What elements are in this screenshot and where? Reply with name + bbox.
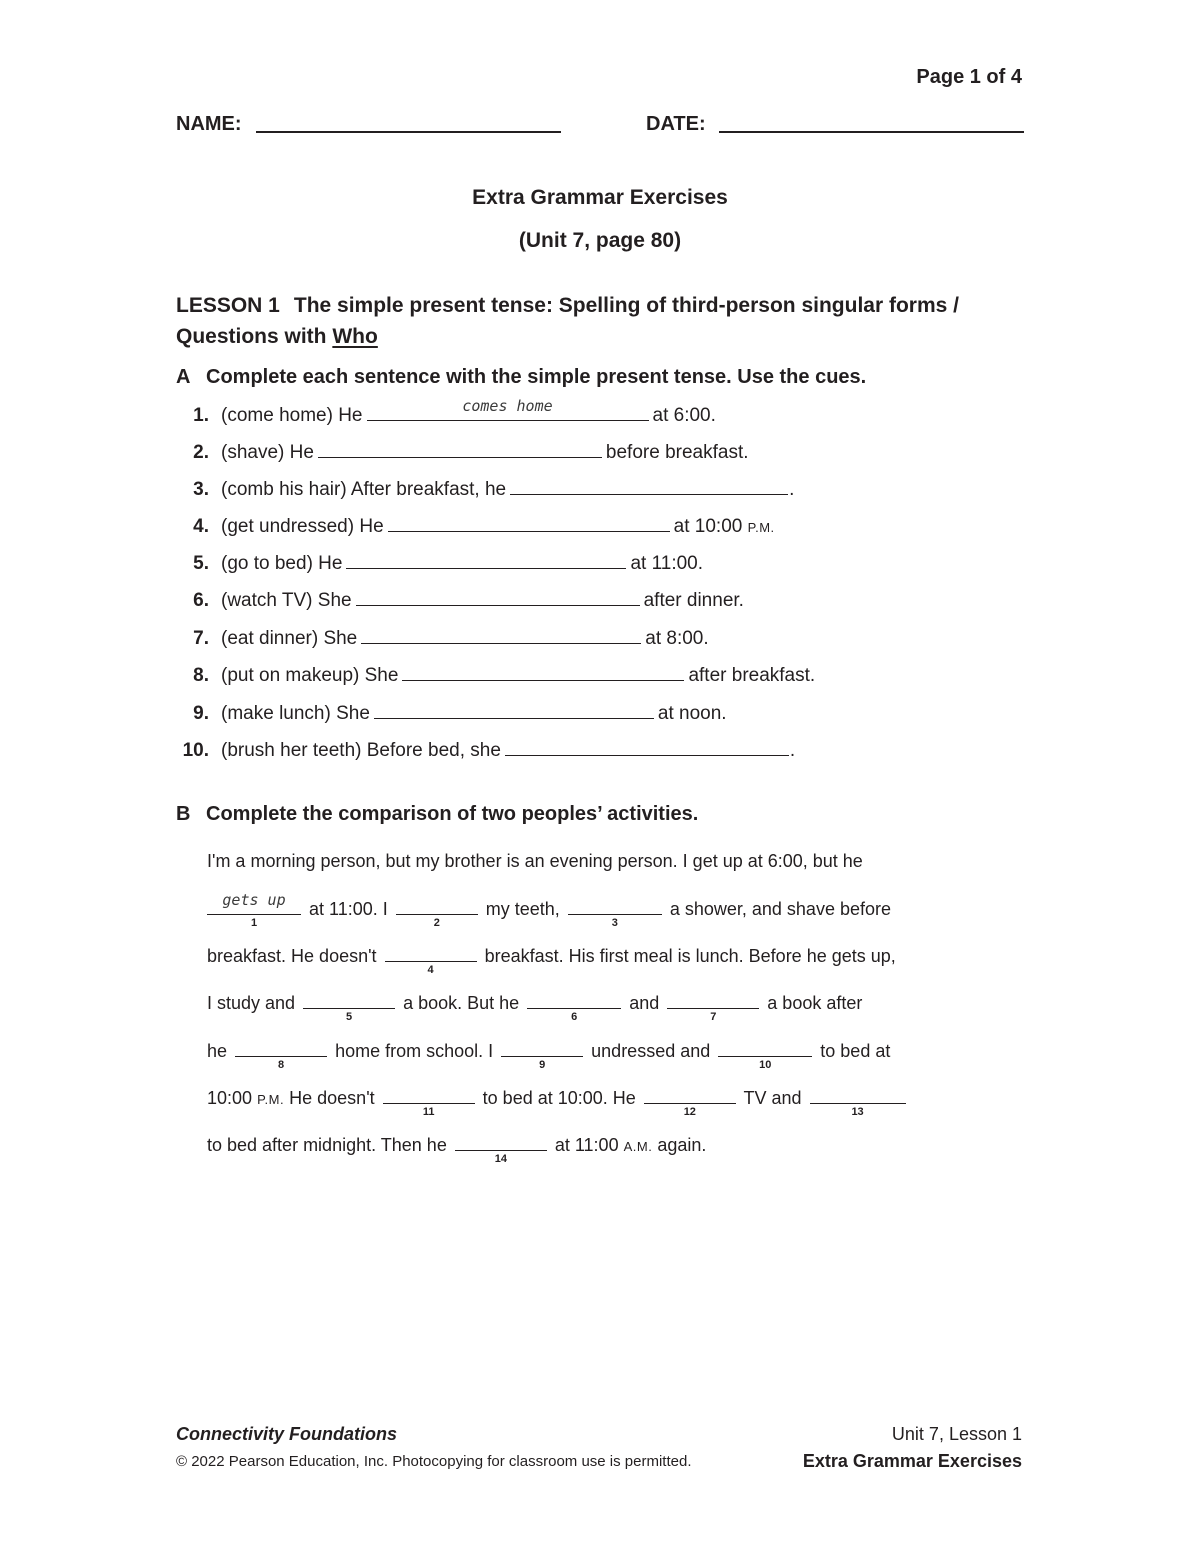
paragraph-text: undressed and xyxy=(591,1041,711,1061)
blank-number: 1 xyxy=(250,917,258,929)
blank-number: 7 xyxy=(710,1011,717,1023)
item-cue: (eat dinner) She xyxy=(221,628,358,649)
item-cue: (go to bed) He xyxy=(221,553,343,574)
item-number: 8. xyxy=(193,665,209,686)
item-ending: . xyxy=(789,740,796,761)
item-cue: (watch TV) She xyxy=(221,590,352,611)
footer-unit-lesson: Unit 7, Lesson 1 xyxy=(891,1424,1022,1444)
blank-number: 13 xyxy=(851,1106,864,1118)
exercise-item xyxy=(176,476,794,502)
paragraph-blank[interactable] xyxy=(383,1085,475,1118)
worksheet-title: Extra Grammar Exercises xyxy=(472,186,728,209)
footer-copyright: © 2022 Pearson Education, Inc. Photocopying for classroom use is permitted. xyxy=(176,1453,692,1470)
section-b-instruction-text: Complete the comparison of two peoples’ activities. xyxy=(206,803,699,825)
item-ending: at 10:00 xyxy=(673,516,748,537)
exercise-item xyxy=(176,737,795,763)
footer-section-title: Extra Grammar Exercises xyxy=(802,1451,1022,1471)
paragraph-blank[interactable] xyxy=(644,1085,736,1118)
item-number: 9. xyxy=(193,703,209,724)
answer-blank[interactable] xyxy=(402,662,684,681)
paragraph-blank[interactable] xyxy=(501,1038,583,1071)
lesson-heading xyxy=(176,290,1036,352)
paragraph-text: 10:00 xyxy=(207,1088,253,1108)
paragraph-text: breakfast. He doesn't xyxy=(207,946,377,966)
paragraph-line xyxy=(207,1038,891,1071)
paragraph-blank[interactable] xyxy=(455,1132,547,1165)
answer-blank[interactable] xyxy=(361,625,641,644)
answer-blank[interactable] xyxy=(505,737,789,756)
answer-blank[interactable] xyxy=(318,439,602,458)
item-cue: (shave) He xyxy=(221,442,314,463)
paragraph-line xyxy=(207,1085,909,1118)
exercise-item xyxy=(176,700,727,726)
item-number: 6. xyxy=(193,590,209,611)
paragraph-text: a book after xyxy=(767,993,863,1013)
paragraph-blank[interactable] xyxy=(568,896,662,929)
paragraph-text: and xyxy=(629,993,660,1013)
item-number: 7. xyxy=(193,628,209,649)
blank-number: 5 xyxy=(346,1011,353,1023)
exercise-item xyxy=(176,550,703,576)
blank-number: 12 xyxy=(683,1106,696,1118)
paragraph-text: he xyxy=(207,1041,228,1061)
paragraph-blank[interactable] xyxy=(667,990,759,1023)
section-a-instruction-text: Complete each sentence with the simple present tense. Use the cues. xyxy=(206,366,867,388)
blank-number: 2 xyxy=(433,917,440,929)
answer-blank[interactable] xyxy=(388,513,670,532)
paragraph-blank[interactable] xyxy=(810,1085,906,1118)
paragraph-text: I'm a morning person, but my brother is an evening person. I get up at 6:00, but he xyxy=(207,851,863,871)
paragraph-line xyxy=(207,849,863,873)
exercise-item xyxy=(176,587,744,613)
lesson-topic: The simple present tense: Spelling of third-person singular forms / Questions with xyxy=(176,294,959,348)
paragraph-text-time: P.M. xyxy=(257,1092,285,1107)
paragraph-line xyxy=(207,891,891,929)
answer-blank[interactable] xyxy=(367,397,649,421)
handwritten-answer: gets up xyxy=(222,891,286,909)
paragraph-text: at 11:00 xyxy=(554,1135,619,1155)
item-number: 5. xyxy=(193,553,209,574)
paragraph-text: He doesn't xyxy=(289,1088,375,1108)
item-cue: (come home) He xyxy=(221,405,363,426)
answer-blank[interactable] xyxy=(356,587,640,606)
lesson-topic-underlined: Who xyxy=(332,325,378,348)
paragraph-text: my teeth, xyxy=(485,899,560,919)
name-label: NAME: xyxy=(176,113,242,135)
item-ending: at noon. xyxy=(657,703,727,724)
paragraph-text: to bed at xyxy=(820,1041,891,1061)
item-ending: after breakfast. xyxy=(688,665,816,686)
paragraph-text-time: A.M. xyxy=(623,1139,653,1154)
paragraph-blank[interactable] xyxy=(718,1038,812,1071)
exercise-item xyxy=(176,397,716,428)
item-cue: (make lunch) She xyxy=(221,703,370,724)
paragraph-text: again. xyxy=(657,1135,707,1155)
section-a-instruction xyxy=(176,366,866,389)
item-cue: (comb his hair) After breakfast, he xyxy=(221,479,507,500)
paragraph-blank[interactable] xyxy=(396,896,478,929)
paragraph-line xyxy=(207,990,863,1023)
lesson-number: LESSON 1 xyxy=(176,294,280,317)
item-ending: after dinner. xyxy=(643,590,744,611)
page-number: Page 1 of 4 xyxy=(916,66,1022,88)
item-ending: at 8:00. xyxy=(645,628,709,649)
blank-number: 10 xyxy=(759,1059,772,1071)
answer-blank[interactable] xyxy=(374,700,654,719)
item-cue: (get undressed) He xyxy=(221,516,384,537)
paragraph-text: at 11:00. I xyxy=(309,899,388,919)
paragraph-text: I study and xyxy=(207,993,296,1013)
item-ending: at 11:00. xyxy=(630,553,704,574)
item-number: 1. xyxy=(193,405,209,426)
item-ending: at 6:00. xyxy=(652,405,716,426)
blank-number: 14 xyxy=(494,1153,507,1165)
section-b-instruction xyxy=(176,803,698,826)
footer-book-title: Connectivity Foundations xyxy=(176,1424,398,1444)
blank-number: 3 xyxy=(611,917,618,929)
paragraph-text: to bed at 10:00. He xyxy=(482,1088,636,1108)
paragraph-blank[interactable] xyxy=(527,990,621,1023)
exercise-item xyxy=(176,625,709,651)
answer-blank[interactable] xyxy=(346,550,626,569)
date-field[interactable] xyxy=(719,131,1024,133)
item-number: 4. xyxy=(193,516,209,537)
paragraph-line xyxy=(207,1132,707,1165)
paragraph-blank[interactable] xyxy=(303,990,395,1023)
paragraph-text: to bed after midnight. Then he xyxy=(207,1135,447,1155)
paragraph-text: home from school. I xyxy=(335,1041,494,1061)
exercise-item xyxy=(176,513,775,540)
worksheet-subtitle: (Unit 7, page 80) xyxy=(518,229,682,252)
name-field[interactable] xyxy=(256,131,561,133)
paragraph-text: breakfast. His first meal is lunch. Before he gets up, xyxy=(484,946,896,966)
blank-number: 4 xyxy=(427,964,434,976)
blank-number: 9 xyxy=(539,1059,546,1071)
item-ending: before breakfast. xyxy=(605,442,749,463)
item-number: 3. xyxy=(193,479,209,500)
exercise-item xyxy=(176,662,815,688)
section-a-letter: A xyxy=(176,366,191,388)
paragraph-blank[interactable] xyxy=(235,1038,327,1071)
item-ending-time: P.M. xyxy=(747,520,775,535)
exercise-item xyxy=(176,439,749,465)
blank-number: 8 xyxy=(277,1059,285,1071)
blank-number: 11 xyxy=(422,1106,435,1118)
item-number: 2. xyxy=(193,442,209,463)
item-ending: . xyxy=(789,479,795,500)
section-b-letter: B xyxy=(176,803,191,825)
item-cue: (brush her teeth) Before bed, she xyxy=(221,740,501,761)
date-label: DATE: xyxy=(646,113,706,135)
paragraph-blank[interactable] xyxy=(385,943,477,976)
blank-number: 6 xyxy=(571,1011,578,1023)
paragraph-blank[interactable] xyxy=(207,891,301,929)
paragraph-text: a shower, and shave before xyxy=(669,899,891,919)
answer-blank[interactable] xyxy=(510,476,788,495)
item-cue: (put on makeup) She xyxy=(221,665,399,686)
handwritten-answer: comes home xyxy=(462,397,553,415)
paragraph-text: TV and xyxy=(743,1088,802,1108)
paragraph-text: a book. But he xyxy=(403,993,520,1013)
paragraph-line xyxy=(207,943,896,976)
item-number: 10. xyxy=(182,740,209,761)
